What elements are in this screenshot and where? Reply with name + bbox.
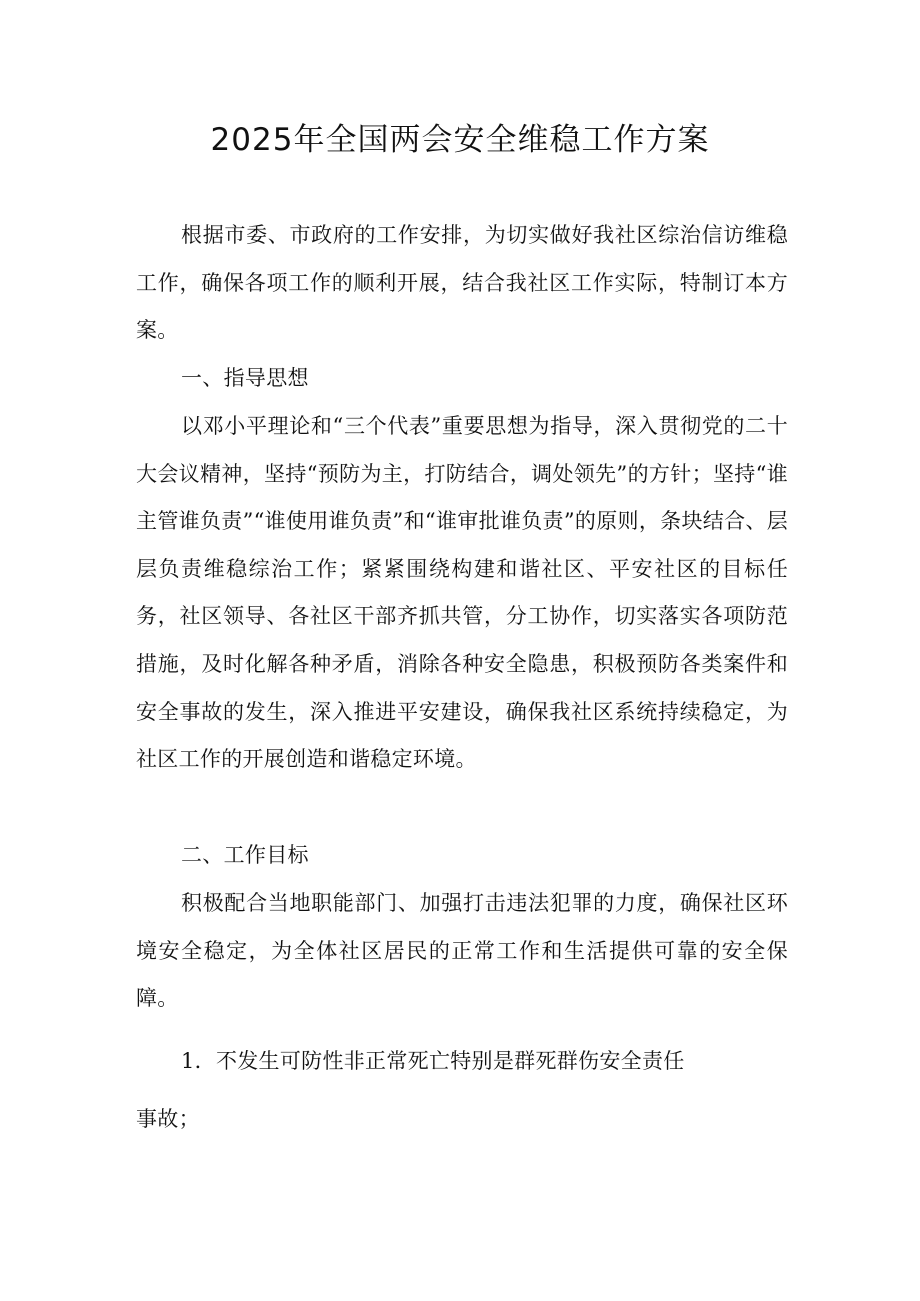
goal-item-1: 1．不发生可防性非正常死亡特别是群死群伤安全责任: [181, 1049, 685, 1073]
section-heading-work-goals: 二、工作目标: [181, 843, 309, 867]
section-heading-guiding-ideology: 一、指导思想: [181, 366, 309, 390]
work-goals-paragraph: 积极配合当地职能部门、加强打击违法犯罪的力度，确保社区环境安全稳定，为全体社区居民的正常工作和生活提供可靠的安全保障。: [136, 891, 788, 1011]
guiding-ideology-paragraph: 以邓小平理论和“三个代表”重要思想为指导，深入贯彻党的二十大会议精神，坚持“预防为主，打防结合，调处领先”的方针；坚持“谁主管谁负责”“谁使用谁负责”和“谁审批谁负责”的原则，条块结合、层层负责维稳综治工作；紧紧围绕构建和谐社区、平安社区的目标任务，社区领导、各社区干部齐抓共管，分工协作，切实落实各项防范措施，及时化解各种矛盾，消除各种安全隐患，积极预防各类案件和安全事故的发生，深入推进平安建设，确保我社区系统持续稳定，为社区工作的开展创造和谐稳定环境。: [136, 414, 788, 772]
intro-paragraph: 根据市委、市政府的工作安排，为切实做好我社区综治信访维稳工作，确保各项工作的顺利开展，结合我社区工作实际，特制订本方案。: [136, 223, 788, 343]
goal-item-1-continuation: 事故；: [136, 1107, 200, 1131]
document-title: 2025年全国两会安全维稳工作方案: [210, 122, 710, 158]
